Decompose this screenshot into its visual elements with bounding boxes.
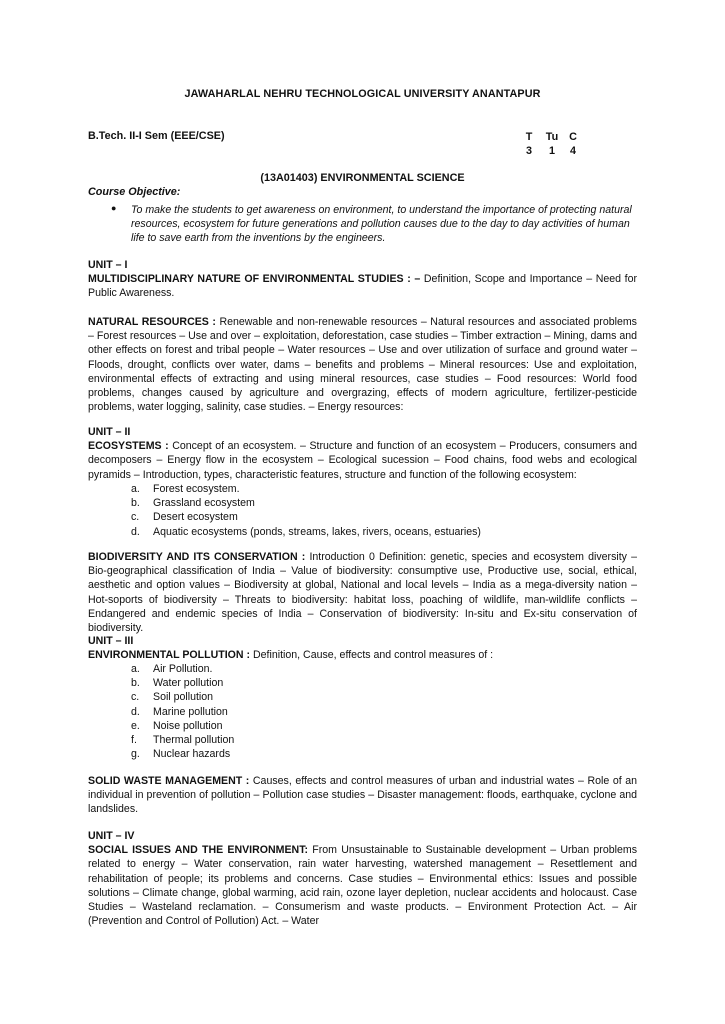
unit-1-p2-title: NATURAL RESOURCES : bbox=[88, 316, 216, 328]
credit-column-tu bbox=[542, 130, 562, 158]
unit-2-section bbox=[88, 425, 637, 482]
unit-2-p2-title: BIODIVERSITY AND ITS CONSERVATION : bbox=[88, 551, 306, 563]
credit-value-t: 3 bbox=[525, 145, 532, 157]
unit-4-section bbox=[88, 829, 637, 928]
unit-1-paragraph-1 bbox=[88, 272, 637, 300]
unit-2-p2-text: Introduction 0 Definition: genetic, species and ecosystem diversity – Bio-geographical classification of India – Value of biodiversity: consumptive use, Productive use, social, ethical, aesthetic and option values – Biodiversity at global, National and local levels – India as a mega-diversity nation – Hot-soports of biodiversity – Threats to biodiversity: habitat loss, poaching of wildlife, man-wildlife conflicts – Endangered and endemic species of India – Conservation of biodiversity: In-situ and Ex-situ conservation of biodiversity. bbox=[88, 551, 638, 635]
unit-3-section bbox=[88, 634, 637, 662]
bullet-icon: ● bbox=[111, 203, 117, 213]
list-item: d. Aquatic ecosystems (ponds, streams, lakes, rivers, oceans, estuaries) bbox=[131, 525, 481, 538]
unit-4-p1-text: From Unsustainable to Sustainable development – Urban problems related to energy – Water conservation, rain water harvesting, watershed management – Resettlement and rehabilitation of people; its problems and concerns. Case studies – Environmental ethics: Issues and possible solutions – Climate change, global warming, acid rain, ozone layer depletion, nuclear accidents and holocaust. Case Studies – Wasteland reclamation. – Consumerism and waste products. – Environment Protection Act. – Air (Prevention and Control of Pollution) Act. – Water bbox=[88, 844, 637, 928]
credit-value-tu: 1 bbox=[548, 145, 555, 157]
unit-3-paragraph-2 bbox=[88, 774, 637, 817]
credit-column-c bbox=[563, 130, 583, 158]
unit-2-p1-title: ECOSYSTEMS : bbox=[88, 440, 169, 453]
unit-3-p2-text: Causes, effects and control measures of urban and industrial wates – Role of an individual in prevention of pollution – Pollution case studies – Disaster management: floods, earthquake, cyclone and landslides. bbox=[88, 775, 637, 816]
objective-heading: Course Objective: bbox=[88, 186, 181, 198]
credit-column-t bbox=[519, 130, 539, 158]
unit-2-paragraph-2 bbox=[88, 550, 637, 635]
credit-label-tu: Tu bbox=[545, 131, 559, 143]
unit-1-paragraph-2 bbox=[88, 315, 637, 414]
unit-4-paragraph-1 bbox=[88, 843, 637, 928]
unit-1-section bbox=[88, 258, 637, 301]
unit-4-p1-title: SOCIAL ISSUES AND THE ENVIRONMENT: bbox=[88, 844, 309, 857]
unit-2-p1-text: Concept of an ecosystem. – Structure and function of an ecosystem – Producers, consumers and decomposers – Energy flow in the ecosystem – Ecological sucession – Food chains, food webs and ecological pyramids – Introduction, types, characteristic features, structure and function of the following ecosystem: bbox=[88, 440, 637, 481]
list-item: g. Nuclear hazards bbox=[131, 748, 231, 761]
list-item: a. Air Pollution. bbox=[131, 663, 213, 675]
list-item: e. Noise pollution bbox=[131, 719, 223, 732]
list-item: c. Desert ecosystem bbox=[131, 511, 238, 524]
unit-1-p2-text: Renewable and non-renewable resources – Natural resources and associated problems – Forest resources – Use and over – exploitation, deforestation, case studies – Timber extraction – Mining, dams and other effects on forest and tribal people – Water resources – Use and over utilization of surface and ground water – Floods, drought, conflicts over water, dams – benefits and problems – Mineral resources: Use and exploitation, environmental effects of extracting and using mineral resources, case studies – Food resources: World food problems, changes caused by agriculture and overgrazing, effects of modern agriculture, fertilizer-pesticide problems, water logging, salinity, case studies. – Energy resources: bbox=[88, 316, 637, 414]
list-item: a. Forest ecosystem. bbox=[131, 483, 240, 495]
list-item: b. Grassland ecosystem bbox=[131, 497, 255, 510]
unit-2-paragraph-1 bbox=[88, 439, 637, 482]
course-semester: B.Tech. II-I Sem (EEE/CSE) bbox=[88, 130, 225, 142]
unit-3-p1-title: ENVIRONMENTAL POLLUTION : bbox=[88, 649, 251, 662]
unit-3-heading: UNIT – III bbox=[88, 635, 134, 647]
unit-2-heading: UNIT – II bbox=[88, 426, 131, 438]
unit-3-p2-title: SOLID WASTE MANAGEMENT : bbox=[88, 775, 250, 787]
credit-value-c: 4 bbox=[569, 145, 576, 157]
list-item: c. Soil pollution bbox=[131, 691, 214, 704]
pollution-list bbox=[131, 662, 234, 761]
unit-1-p1-text: Definition, Scope and Importance – Need for Public Awareness. bbox=[88, 273, 638, 300]
list-item: f. Thermal pollution bbox=[131, 734, 235, 747]
subject-title: (13A01403) ENVIRONMENTAL SCIENCE bbox=[260, 172, 465, 184]
list-item: b. Water pollution bbox=[131, 677, 224, 690]
objective-text: To make the students to get awareness on environment, to understand the importance of protecting natural resources, ecosystem for future generations and pollution causes due to the day to day activities of human life to save earth from the inventions by the engineers. bbox=[131, 204, 632, 245]
unit-3-paragraph-1 bbox=[88, 648, 637, 662]
unit-4-heading: UNIT – IV bbox=[88, 830, 135, 842]
ecosystem-list bbox=[131, 482, 481, 539]
credit-label-t: T bbox=[525, 131, 533, 143]
university-title: JAWAHARLAL NEHRU TECHNOLOGICAL UNIVERSITY ANANTAPUR bbox=[184, 88, 541, 100]
credit-label-c: C bbox=[569, 131, 577, 143]
unit-1-heading: UNIT – I bbox=[88, 259, 128, 271]
unit-3-p1-text: Definition, Cause, effects and control measures of : bbox=[250, 649, 494, 662]
list-item: d. Marine pollution bbox=[131, 705, 228, 718]
unit-1-p1-title: MULTIDISCIPLINARY NATURE OF ENVIRONMENTAL STUDIES : – bbox=[88, 273, 421, 286]
